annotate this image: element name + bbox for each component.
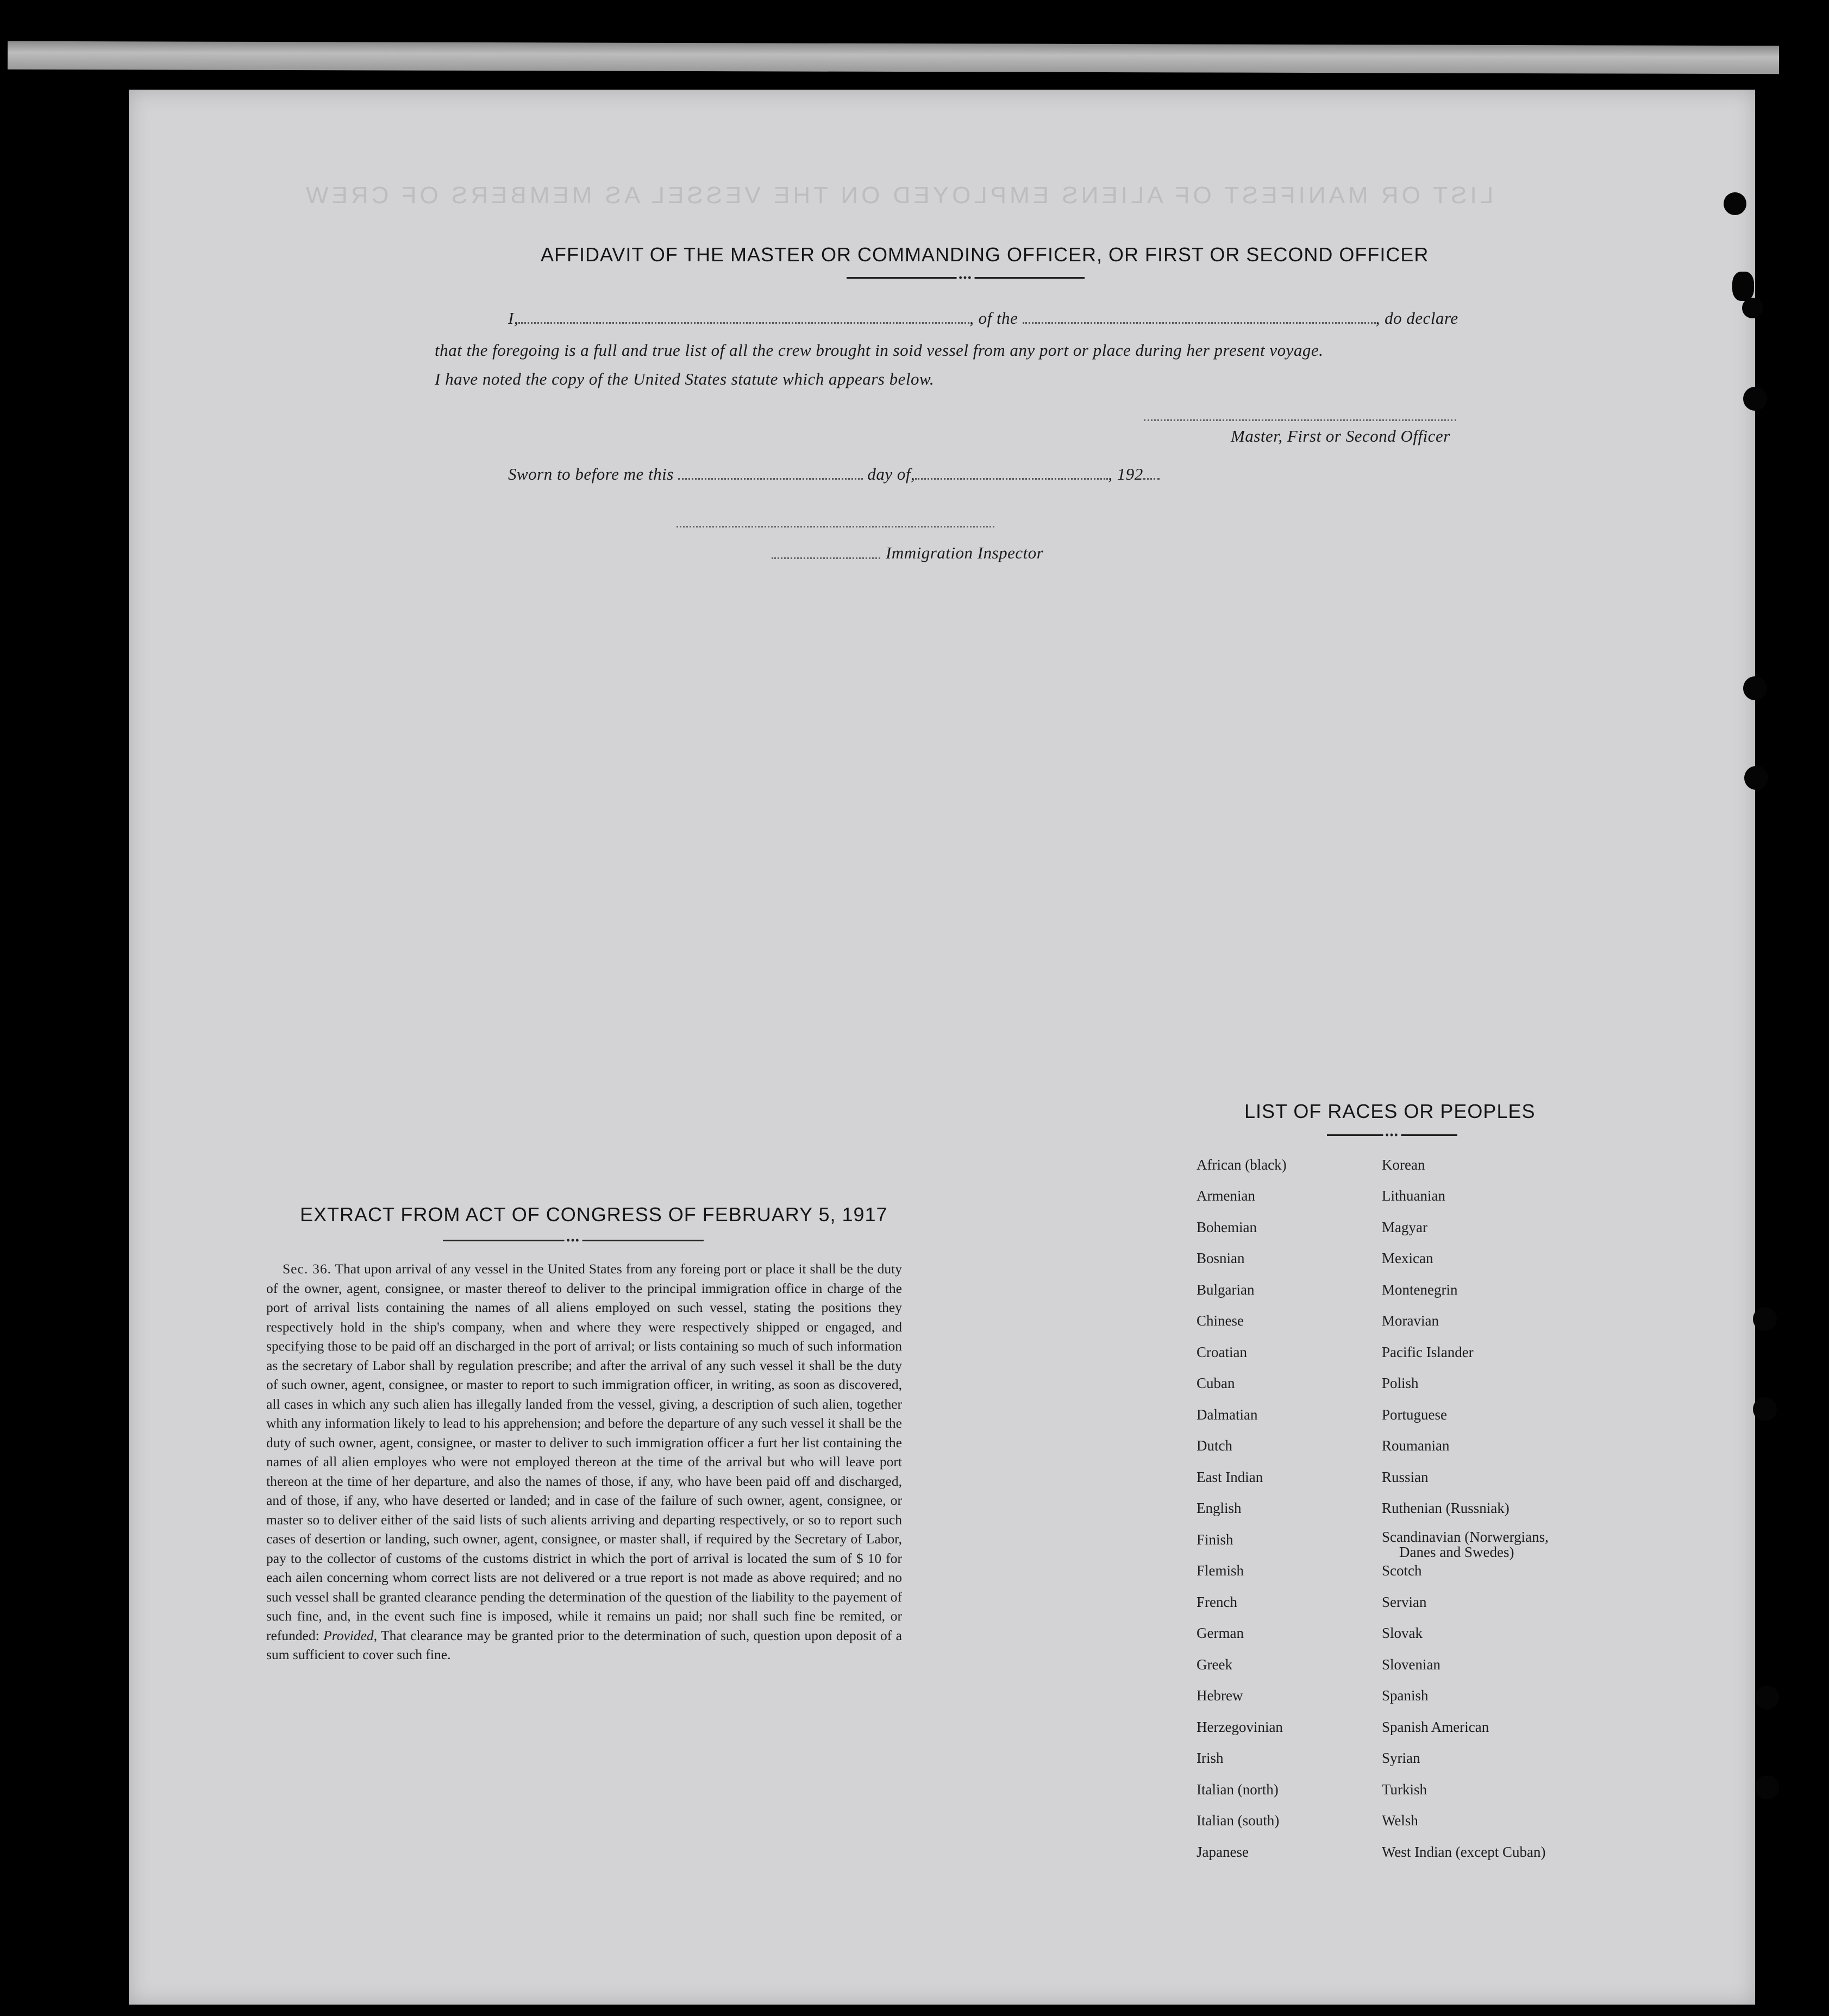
- race-item: Turkish: [1382, 1781, 1427, 1798]
- race-item: English: [1197, 1500, 1242, 1516]
- race-item: Korean: [1382, 1157, 1425, 1173]
- race-item: Flemish: [1197, 1562, 1244, 1579]
- proviso-text: That clearance may be granted prior to the determination of such, question upon deposit of a sum sufficient to cover such fine.: [266, 1627, 902, 1662]
- officer-signature-label: Master, First or Second Officer: [1231, 426, 1450, 445]
- sworn-line: [508, 464, 1160, 484]
- race-item: Armenian: [1197, 1188, 1255, 1204]
- punch-hole: [1744, 766, 1768, 790]
- race-item: Spanish: [1382, 1687, 1429, 1704]
- race-item: African (black): [1197, 1157, 1287, 1173]
- punch-hole: [1742, 298, 1763, 318]
- officer-signature-field[interactable]: [1144, 418, 1456, 421]
- vessel-prefix: , of the: [969, 309, 1018, 328]
- race-item: Roumanian: [1382, 1437, 1450, 1454]
- affidavit-title: AFFIDAVIT OF THE MASTER OR COMMANDING OFFICER, OR FIRST OR SECOND OFFICER: [541, 243, 1429, 266]
- race-item: East Indian: [1197, 1469, 1263, 1485]
- statute-body: That upon arrival of any vessel in the United States from any foreing port or place it shall be the duty of the owner, agent, consignee, or master thereof to deliver to the principal immigration office in charge of the port of arrival lists containing the names of all aliens employed on such vessel, stating the positions they respectively hold in the ship's company, when and where they were respectively shipped or engaged, and specifying those to be paid off an discharged in the port of arrival; or lists containing so much of such information as the secretary of Labor shall by regulation prescribe; and after the arrival of any such vessel it shall be the duty of such owner, agent, consignee, or master to report to such immigration officer, in writing, as soon as discovered, all cases in which any such alien has illegally landed from the vessel, giving, a description of such alien, together whith any information likely to lead to his apprehension; and before the departure of any such vessel it shall be the duty of such owner, agent, consignee, or master to deliver to such immigration officer a furt her list containing the names of all alien employes who were not employed thereon at the time of the arrival but who will leave port thereon at the time of her departure, and also the names of those, if any, who have been paid off and discharged, and of those, if any, who have deserted or landed; and in case of the failure of such owner, agent, consignee, or master so to deliver either of the said lists of such alients arriving and departing respectively, or so to report such cases of desertion or landing, such owner, agent, consignee, or master shall, if required by the Secretary of Labor, pay to the collector of customs of the customs district in which the port of arrival is located the sum of $ 10 for each ailen concerning whom correct lists are not delivered or a true report is not made as above required; and no such vessel shall be granted clearance pending the determination of the question of the liability to the payement of such fine, and, in the event such fine is imposed, while it remains un paid; nor shall such fine be remited, or refunded:: [266, 1261, 902, 1643]
- races-title: LIST OF RACES OR PEOPLES: [1244, 1100, 1536, 1122]
- declaration-line-2: that the foregoing is a full and true list of all the crew brought in soid vessel from any port or place during her present voyage.: [435, 341, 1324, 360]
- race-item: Polish: [1382, 1375, 1419, 1391]
- extract-title: EXTRACT FROM ACT OF CONGRESS OF FEBRUARY 5, 1917: [300, 1203, 888, 1226]
- race-item: Montenegrin: [1382, 1282, 1458, 1298]
- race-item: Irish: [1197, 1750, 1224, 1766]
- affidavit-title-rule: •••: [847, 277, 1085, 279]
- scanner-edge-strip: [8, 41, 1779, 74]
- race-item: Pacific Islander: [1382, 1344, 1474, 1360]
- race-item: Servian: [1382, 1594, 1427, 1610]
- race-item: Greek: [1197, 1656, 1232, 1673]
- race-item: French: [1197, 1594, 1237, 1610]
- race-item: Magyar: [1382, 1219, 1427, 1235]
- sworn-day-field[interactable]: [678, 477, 863, 480]
- punch-hole: [1743, 676, 1767, 700]
- declarant-prefix: I,: [508, 309, 519, 328]
- race-item: German: [1197, 1625, 1244, 1641]
- race-item: Mexican: [1382, 1250, 1433, 1266]
- race-item: Slovenian: [1382, 1656, 1440, 1673]
- race-item: Portuguese: [1382, 1406, 1447, 1423]
- document-page: [129, 90, 1755, 2005]
- inspector-label: Immigration Inspector: [886, 543, 1044, 562]
- race-item: Hebrew: [1197, 1687, 1243, 1704]
- race-item: Bohemian: [1197, 1219, 1257, 1235]
- bleed-through-text: LIST OR MANIFEST OF ALIENS EMPLOYED ON THE VESSEL AS MEMBERS OF CREW: [303, 182, 1494, 209]
- year-prefix: , 192: [1108, 464, 1143, 483]
- punch-hole: [1732, 272, 1754, 301]
- race-item: Slovak: [1382, 1625, 1423, 1641]
- section-number: Sec. 36.: [283, 1261, 331, 1277]
- punch-hole: [1755, 1686, 1779, 1710]
- race-item: Scotch: [1382, 1562, 1422, 1579]
- race-item: Finish: [1197, 1531, 1233, 1548]
- races-title-rule: •••: [1327, 1134, 1457, 1136]
- sworn-prefix: Sworn to before me this: [508, 464, 674, 483]
- vessel-name-field[interactable]: [1023, 321, 1376, 324]
- race-item: Herzegovinian: [1197, 1719, 1283, 1735]
- race-item: Italian (south): [1197, 1812, 1280, 1829]
- declare-text: , do declare: [1375, 309, 1458, 328]
- race-item: Italian (north): [1197, 1781, 1279, 1798]
- race-item: West Indian (except Cuban): [1382, 1844, 1546, 1860]
- race-item: Cuban: [1197, 1375, 1235, 1391]
- race-item: Syrian: [1382, 1750, 1420, 1766]
- race-item: Bosnian: [1197, 1250, 1245, 1266]
- punch-hole: [1743, 387, 1767, 411]
- declaration-line-3: I have noted the copy of the United States statute which appears below.: [435, 369, 935, 388]
- race-item: Dutch: [1197, 1437, 1232, 1454]
- race-item: Dalmatian: [1197, 1406, 1258, 1423]
- race-item: Danes and Swedes): [1399, 1544, 1514, 1560]
- day-of-label: day of,: [867, 464, 916, 483]
- sworn-month-field[interactable]: [915, 477, 1108, 480]
- race-item: Croatian: [1197, 1344, 1247, 1360]
- statute-text: [266, 1259, 902, 1665]
- race-item: Moravian: [1382, 1312, 1439, 1329]
- race-item: Spanish American: [1382, 1719, 1489, 1735]
- declarant-name-field[interactable]: [518, 321, 969, 324]
- extract-title-rule: •••: [443, 1240, 704, 1241]
- proviso-word: Provided,: [323, 1627, 378, 1643]
- race-item: Ruthenian (Russniak): [1382, 1500, 1509, 1516]
- declarant-line: [508, 309, 1458, 328]
- race-item: Russian: [1382, 1469, 1429, 1485]
- race-item: Welsh: [1382, 1812, 1418, 1829]
- sworn-year-field[interactable]: [1143, 477, 1160, 480]
- inspector-name-field[interactable]: [772, 556, 880, 559]
- race-item: Chinese: [1197, 1312, 1244, 1329]
- punch-hole: [1755, 1775, 1779, 1799]
- race-item: Lithuanian: [1382, 1188, 1445, 1204]
- inspector-signature-field[interactable]: [677, 525, 994, 527]
- punch-hole: [1753, 1307, 1777, 1331]
- punch-hole: [1724, 192, 1746, 215]
- punch-hole: [1753, 1397, 1777, 1421]
- race-item: Scandinavian (Norwergians,: [1382, 1529, 1549, 1545]
- race-item: Bulgarian: [1197, 1282, 1255, 1298]
- race-item: Japanese: [1197, 1844, 1249, 1860]
